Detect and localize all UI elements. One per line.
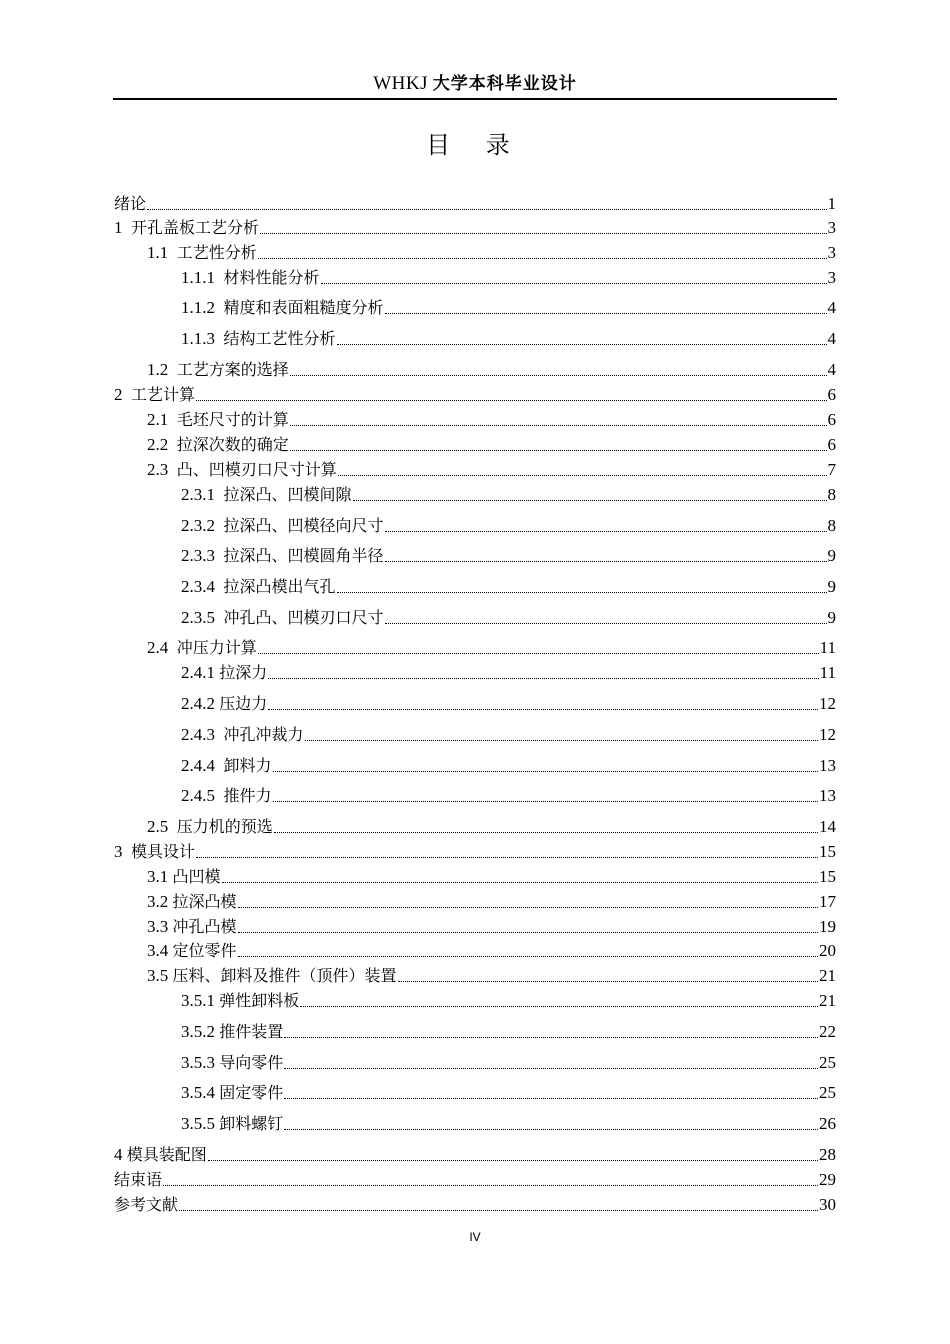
toc-dot-leader xyxy=(163,1185,818,1186)
toc-entry[interactable] xyxy=(181,545,836,567)
toc-entry-page: 25 xyxy=(819,1083,836,1102)
toc-entry-number: 1.1.3 xyxy=(181,329,224,348)
toc-dot-leader xyxy=(238,956,818,957)
toc-entry-page: 13 xyxy=(819,756,836,775)
toc-entry[interactable] xyxy=(181,693,836,715)
toc-dot-leader xyxy=(274,832,818,833)
toc-entry-number: 2.4.3 xyxy=(181,725,224,744)
toc-entry-page: 11 xyxy=(819,638,836,657)
toc-entry-number: 2.3.1 xyxy=(181,485,224,504)
toc-entry-number: 2 xyxy=(114,385,131,404)
toc-entry-label: 材料性能分析 xyxy=(223,268,320,287)
toc-dot-leader xyxy=(268,709,818,710)
toc-entry-number: 2.3.2 xyxy=(181,516,224,535)
toc-dot-leader xyxy=(196,857,818,858)
toc-entry-page: 15 xyxy=(819,867,836,886)
toc-entry-number: 2.4.4 xyxy=(181,756,224,775)
toc-entry[interactable] xyxy=(181,1082,836,1104)
toc-entry-label: 拉深凸、凹模圆角半径 xyxy=(223,546,384,565)
toc-entry-page: 13 xyxy=(819,786,836,805)
toc-entry-label: 模具装配图 xyxy=(126,1145,207,1164)
toc-entry-label: 绪论 xyxy=(114,194,147,213)
toc-dot-leader xyxy=(321,283,827,284)
page-title: 目 录 xyxy=(426,131,524,159)
toc-entry-page: 29 xyxy=(819,1170,836,1189)
toc-dot-leader xyxy=(305,740,818,741)
toc-entry-label: 工艺性分析 xyxy=(176,243,257,262)
toc-entry-label: 拉深次数的确定 xyxy=(176,435,289,454)
toc-dot-leader xyxy=(338,475,827,476)
page-number: IV xyxy=(469,1230,481,1244)
toc-entry[interactable] xyxy=(181,607,836,629)
toc-entry[interactable] xyxy=(181,267,836,289)
toc-entry-label: 弹性卸料板 xyxy=(219,991,300,1010)
toc-entry-number: 1.2 xyxy=(147,360,177,379)
toc-entry-page: 20 xyxy=(819,941,836,960)
toc-entry[interactable] xyxy=(181,328,836,350)
toc-entry[interactable] xyxy=(181,484,836,506)
toc-dot-leader xyxy=(385,313,827,314)
toc-entry-number: 3.5 xyxy=(147,966,173,985)
toc-entry-page: 1 xyxy=(827,194,836,213)
toc-entry-number: 3.3 xyxy=(147,917,173,936)
toc-entry-label: 定位零件 xyxy=(172,941,237,960)
toc-entry[interactable] xyxy=(181,1113,836,1135)
toc-entry-page: 22 xyxy=(819,1022,836,1041)
toc-entry-label: 冲孔冲裁力 xyxy=(223,725,304,744)
toc-entry-page: 3 xyxy=(827,268,836,287)
toc-entry-number: 2.1 xyxy=(147,410,177,429)
toc-entry[interactable] xyxy=(147,459,836,481)
toc-entry[interactable] xyxy=(181,297,836,319)
toc-entry-label: 工艺计算 xyxy=(131,385,196,404)
toc-entry-label: 压料、卸料及推件（顶件）装置 xyxy=(172,966,397,985)
toc-entry[interactable] xyxy=(114,217,836,239)
toc-entry-label: 压边力 xyxy=(219,694,268,713)
toc-entry-label: 卸料力 xyxy=(223,756,272,775)
toc-entry[interactable] xyxy=(114,1194,836,1216)
toc-entry-label: 工艺方案的选择 xyxy=(176,360,289,379)
toc-entry-number: 2.2 xyxy=(147,435,177,454)
toc-entry-page: 30 xyxy=(819,1195,836,1214)
toc-entry[interactable] xyxy=(147,965,836,987)
toc-dot-leader xyxy=(208,1160,818,1161)
toc-dot-leader xyxy=(300,1006,818,1007)
toc-entry-page: 4 xyxy=(827,298,836,317)
toc-entry-page: 25 xyxy=(819,1053,836,1072)
toc-dot-leader xyxy=(147,209,826,210)
toc-entry[interactable] xyxy=(181,576,836,598)
toc-entry[interactable] xyxy=(181,755,836,777)
toc-entry[interactable] xyxy=(114,193,836,215)
toc-entry-number: 1.1.2 xyxy=(181,298,224,317)
toc-entry-page: 12 xyxy=(819,725,836,744)
toc-entry-page: 8 xyxy=(827,485,836,504)
toc-entry-page: 8 xyxy=(827,516,836,535)
toc-entry-page: 6 xyxy=(827,435,836,454)
toc-entry-page: 7 xyxy=(827,460,836,479)
toc-entry-label: 精度和表面粗糙度分析 xyxy=(223,298,384,317)
toc-dot-leader xyxy=(385,531,827,532)
toc-entry-number: 2.3.5 xyxy=(181,608,224,627)
toc-dot-leader xyxy=(385,561,827,562)
toc-entry-number: 3 xyxy=(114,842,131,861)
toc-entry-label: 开孔盖板工艺分析 xyxy=(131,218,260,237)
toc-entry-page: 15 xyxy=(819,842,836,861)
toc-entry-label: 拉深凸、凹模间隙 xyxy=(223,485,352,504)
toc-entry-page: 17 xyxy=(819,892,836,911)
toc-entry[interactable] xyxy=(181,724,836,746)
toc-entry-page: 21 xyxy=(819,966,836,985)
header-school-cn: 大学本科毕业设计 xyxy=(432,74,577,94)
toc-entry-number: 2.3.4 xyxy=(181,577,224,596)
toc-dot-leader xyxy=(353,500,827,501)
toc-dot-leader xyxy=(290,425,827,426)
toc-entry[interactable] xyxy=(147,866,836,888)
toc-entry-page: 19 xyxy=(819,917,836,936)
toc-dot-leader xyxy=(385,623,827,624)
toc-entry-number: 1.1.1 xyxy=(181,268,224,287)
toc-entry[interactable] xyxy=(114,841,836,863)
toc-entry-label: 结束语 xyxy=(114,1170,163,1189)
toc-entry-number: 2.4.2 xyxy=(181,694,220,713)
toc-entry-label: 模具设计 xyxy=(131,842,196,861)
toc-entry-label: 拉深凸、凹模径向尺寸 xyxy=(223,516,384,535)
toc-entry-number: 2.4 xyxy=(147,638,177,657)
toc-dot-leader xyxy=(284,1068,818,1069)
toc-entry-label: 拉深力 xyxy=(219,663,268,682)
toc-entry[interactable] xyxy=(114,1169,836,1191)
toc-entry-number: 2.3 xyxy=(147,460,177,479)
toc-entry-number: 2.4.1 xyxy=(181,663,220,682)
toc-entry-label: 压力机的预选 xyxy=(176,817,273,836)
toc-dot-leader xyxy=(179,1210,818,1211)
toc-entry[interactable] xyxy=(181,662,836,684)
toc-entry-page: 9 xyxy=(827,577,836,596)
toc-entry-page: 3 xyxy=(827,218,836,237)
toc-entry-page: 28 xyxy=(819,1145,836,1164)
toc-entry-page: 26 xyxy=(819,1114,836,1133)
toc-entry[interactable] xyxy=(147,916,836,938)
toc-entry-label: 毛坯尺寸的计算 xyxy=(176,410,289,429)
toc-dot-leader xyxy=(273,801,818,802)
toc-entry-page: 12 xyxy=(819,694,836,713)
toc-entry-page: 3 xyxy=(827,243,836,262)
toc-entry-number: 3.5.4 xyxy=(181,1083,220,1102)
toc-entry-label: 卸料螺钉 xyxy=(219,1114,284,1133)
toc-entry-number: 3.5.1 xyxy=(181,991,220,1010)
toc-entry-page: 11 xyxy=(819,663,836,682)
toc-entry-label: 推件力 xyxy=(223,786,272,805)
toc-dot-leader xyxy=(290,375,827,376)
toc-entry-page: 21 xyxy=(819,991,836,1010)
toc-entry[interactable] xyxy=(147,891,836,913)
toc-entry-label: 固定零件 xyxy=(219,1083,284,1102)
toc-dot-leader xyxy=(284,1129,818,1130)
toc-entry-label: 冲压力计算 xyxy=(176,638,257,657)
toc-entry-label: 拉深凸模出气孔 xyxy=(223,577,336,596)
toc-entry-number: 2.3.3 xyxy=(181,546,224,565)
toc-dot-leader xyxy=(337,592,827,593)
toc-entry[interactable] xyxy=(147,434,836,456)
toc-entry[interactable] xyxy=(114,1144,836,1166)
toc-entry-page: 9 xyxy=(827,608,836,627)
toc-entry[interactable] xyxy=(181,1052,836,1074)
toc-dot-leader xyxy=(273,771,818,772)
toc-entry-label: 凸凹模 xyxy=(172,867,221,886)
toc-entry[interactable] xyxy=(181,990,836,1012)
toc-entry-label: 导向零件 xyxy=(219,1053,284,1072)
toc-entry-number: 2.5 xyxy=(147,817,177,836)
toc-entry-label: 推件装置 xyxy=(219,1022,284,1041)
toc-dot-leader xyxy=(222,882,818,883)
toc-dot-leader xyxy=(196,400,826,401)
toc-entry-label: 凸、凹模刃口尺寸计算 xyxy=(176,460,337,479)
toc-entry-number: 3.2 xyxy=(147,892,173,911)
toc-entry-page: 9 xyxy=(827,546,836,565)
toc-entry-number: 3.5.2 xyxy=(181,1022,220,1041)
toc-entry[interactable] xyxy=(181,515,836,537)
toc-dot-leader xyxy=(260,233,826,234)
toc-entry-number: 3.1 xyxy=(147,867,173,886)
toc-entry-page: 4 xyxy=(827,360,836,379)
toc-dot-leader xyxy=(290,450,827,451)
toc-entry-page: 14 xyxy=(819,817,836,836)
toc-entry-label: 冲孔凸模 xyxy=(172,917,237,936)
toc-entry-page: 6 xyxy=(827,385,836,404)
toc-entry-page: 6 xyxy=(827,410,836,429)
toc-entry[interactable] xyxy=(147,409,836,431)
toc-entry[interactable] xyxy=(147,359,836,381)
toc-entry-number: 3.4 xyxy=(147,941,173,960)
toc-entry[interactable] xyxy=(147,242,836,264)
toc-entry-number: 2.4.5 xyxy=(181,786,224,805)
toc-entry-label: 参考文献 xyxy=(114,1195,179,1214)
toc-entry[interactable] xyxy=(114,384,836,406)
toc-dot-leader xyxy=(258,653,819,654)
toc-entry[interactable] xyxy=(147,816,836,838)
toc-entry-label: 拉深凸模 xyxy=(172,892,237,911)
header-school-latin: WHKJ xyxy=(373,73,429,94)
toc-entry-page: 4 xyxy=(827,329,836,348)
toc-dot-leader xyxy=(238,932,818,933)
toc-dot-leader xyxy=(284,1098,818,1099)
toc-dot-leader xyxy=(398,981,818,982)
toc-entry-number: 3.5.5 xyxy=(181,1114,220,1133)
toc-entry-number: 3.5.3 xyxy=(181,1053,220,1072)
toc-entry[interactable] xyxy=(147,637,836,659)
toc-dot-leader xyxy=(284,1037,818,1038)
toc-entry[interactable] xyxy=(147,940,836,962)
toc-entry-label: 冲孔凸、凹模刃口尺寸 xyxy=(223,608,384,627)
toc-entry-label: 结构工艺性分析 xyxy=(223,329,336,348)
toc-dot-leader xyxy=(268,678,818,679)
toc-entry[interactable] xyxy=(181,785,836,807)
toc-dot-leader xyxy=(238,907,818,908)
toc-entry-number: 1.1 xyxy=(147,243,177,262)
toc-dot-leader xyxy=(258,258,827,259)
toc-entry-number: 1 xyxy=(114,218,131,237)
toc-entry-number: 4 xyxy=(114,1145,127,1164)
toc-dot-leader xyxy=(337,344,827,345)
toc-entry[interactable] xyxy=(181,1021,836,1043)
